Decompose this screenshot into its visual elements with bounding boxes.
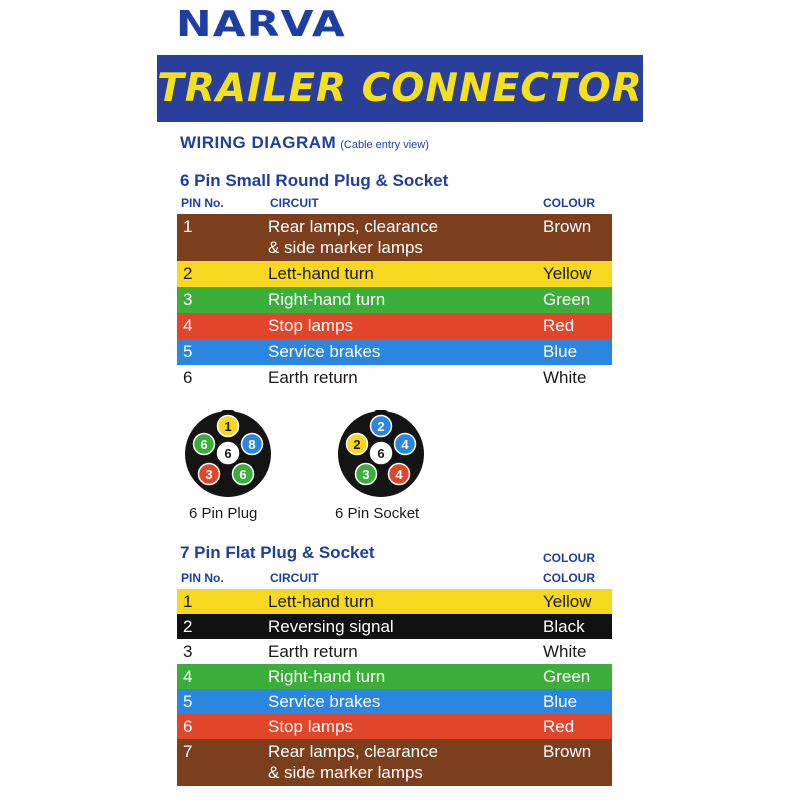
circuit-line: Stop lamps	[268, 316, 354, 335]
diagram-heading	[180, 133, 429, 153]
wire-colour: Black	[543, 617, 585, 636]
circuit-line: Earth return	[268, 368, 358, 387]
circuit-line: & side marker lamps	[268, 238, 423, 257]
table-row	[177, 639, 612, 664]
pin-number: 6	[183, 368, 193, 387]
circuit-name	[268, 741, 438, 783]
table-row	[177, 714, 612, 739]
table-row	[177, 287, 612, 313]
circuit-line: Right-hand turn	[268, 290, 386, 309]
circuit-name	[268, 289, 385, 310]
circuit-name	[268, 716, 353, 737]
table-row	[177, 339, 612, 365]
socket-pin-label: 3	[362, 467, 370, 482]
circuit-line: Earth return	[268, 642, 358, 661]
circuit-line: Lett-hand turn	[268, 592, 374, 611]
wire-colour: Blue	[543, 692, 578, 711]
plug-pin-label: 3	[205, 467, 213, 482]
six-pin-header-pin: PIN No.	[181, 196, 224, 210]
socket-pin-label: 4	[395, 467, 403, 482]
pin-number: 7	[183, 742, 193, 761]
pin-number: 4	[183, 667, 193, 686]
circuit-line: Service brakes	[268, 692, 381, 711]
plug-pin-label: 8	[248, 437, 256, 452]
table-row	[177, 614, 612, 639]
wire-colour: Red	[543, 316, 575, 335]
pin-number: 1	[183, 217, 193, 236]
six-pin-socket-diagram	[333, 410, 429, 505]
plug-label: 6 Pin Plug	[189, 505, 258, 522]
pin-number: 3	[183, 290, 193, 309]
circuit-line: Service brakes	[268, 342, 381, 361]
wire-colour: Yellow	[543, 592, 592, 611]
six-pin-header-circuit: CIRCUIT	[270, 196, 319, 210]
circuit-line: Rear lamps, clearance	[268, 742, 439, 761]
wire-colour: Green	[543, 667, 591, 686]
plug-pin-label: 6	[239, 467, 247, 482]
circuit-name	[268, 341, 380, 362]
diagram-title: WIRING DIAGRAM	[180, 133, 337, 152]
circuit-name	[268, 367, 358, 388]
pin-number: 6	[183, 717, 193, 736]
seven-pin-header-colour-top: COLOUR	[543, 551, 595, 565]
circuit-line: Reversing signal	[268, 617, 394, 636]
title-banner	[157, 55, 643, 122]
six-pin-header-colour: COLOUR	[543, 196, 595, 210]
brand-logo: NARVA	[176, 4, 346, 45]
seven-pin-title: 7 Pin Flat Plug & Socket	[180, 543, 375, 562]
circuit-line: Stop lamps	[268, 717, 354, 736]
wire-colour: Blue	[543, 342, 578, 361]
circuit-line: & side marker lamps	[268, 763, 423, 782]
plug-pin-label: 6	[224, 446, 232, 461]
table-row	[177, 689, 612, 714]
circuit-line: Right-hand turn	[268, 667, 386, 686]
socket-label: 6 Pin Socket	[335, 505, 420, 522]
plug-connector-icon	[180, 410, 276, 500]
seven-pin-header-colour: COLOUR	[543, 571, 595, 585]
wire-colour: Red	[543, 717, 575, 736]
socket-pin-label: 6	[377, 446, 385, 461]
pin-number: 5	[183, 692, 193, 711]
wire-colour: White	[543, 368, 587, 387]
table-row	[177, 664, 612, 689]
table-row	[177, 589, 612, 614]
pin-number: 1	[183, 592, 193, 611]
six-pin-plug-diagram	[180, 410, 276, 505]
circuit-name	[268, 216, 438, 258]
pin-number: 4	[183, 316, 193, 335]
six-pin-title: 6 Pin Small Round Plug & Socket	[180, 171, 449, 190]
socket-connector-icon	[333, 410, 429, 500]
seven-pin-header-pin: PIN No.	[181, 571, 224, 585]
socket-pin-label: 2	[377, 419, 385, 434]
table-row	[177, 739, 612, 786]
circuit-name	[268, 666, 385, 687]
table-row	[177, 214, 612, 261]
table-row	[177, 313, 612, 339]
circuit-name	[268, 641, 358, 662]
circuit-name	[268, 691, 380, 712]
diagram-subtitle: (Cable entry view)	[340, 139, 429, 151]
wire-colour: Green	[543, 290, 591, 309]
pin-number: 3	[183, 642, 193, 661]
wire-colour: Yellow	[543, 264, 592, 283]
seven-pin-table	[177, 589, 612, 786]
circuit-line: Rear lamps, clearance	[268, 217, 439, 236]
circuit-name	[268, 616, 394, 637]
pin-number: 2	[183, 264, 193, 283]
circuit-name	[268, 591, 374, 612]
six-pin-table	[177, 214, 612, 391]
plug-pin-label: 6	[200, 437, 208, 452]
circuit-line: Lett-hand turn	[268, 264, 374, 283]
pin-number: 5	[183, 342, 193, 361]
plug-pin-label: 1	[224, 419, 232, 434]
wire-colour: Brown	[543, 217, 592, 236]
table-row	[177, 261, 612, 287]
circuit-name	[268, 315, 353, 336]
wire-colour: White	[543, 642, 587, 661]
circuit-name	[268, 263, 374, 284]
seven-pin-header-circuit: CIRCUIT	[270, 571, 319, 585]
table-row	[177, 365, 612, 391]
wire-colour: Brown	[543, 742, 592, 761]
socket-pin-label: 2	[353, 437, 361, 452]
banner-title: TRAILER CONNECTOR	[157, 66, 643, 111]
socket-pin-label: 4	[401, 437, 409, 452]
pin-number: 2	[183, 617, 193, 636]
